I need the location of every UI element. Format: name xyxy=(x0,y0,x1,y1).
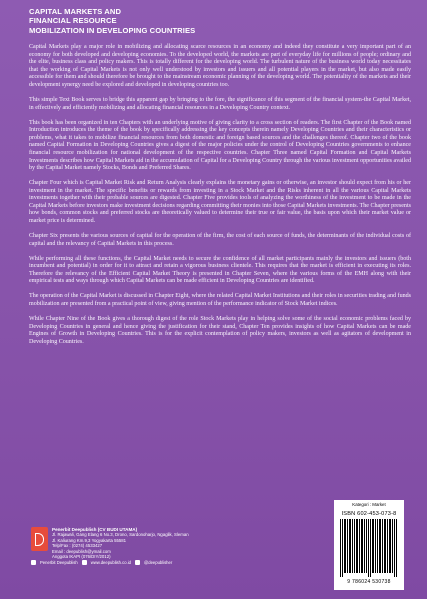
publisher-info xyxy=(52,527,189,559)
facebook-icon xyxy=(31,560,36,565)
publisher-name: Penerbit Deepublish (CV BUDI UTAMA) xyxy=(52,527,138,532)
title-line: MOBILIZATION IN DEVELOPING COUNTRIES xyxy=(29,25,196,35)
barcode-number: 9 786024 530738 xyxy=(347,579,391,585)
barcode-bars-icon xyxy=(340,519,398,577)
synopsis-paragraph: While performing all these functions, the Capital Market needs to secure the confidence of all market participants mainly the investors and issuers (both incumbent and potential) in order for it to attract and retain a vigorous business clientele. This requires that the market is efficient in executing its roles. Therefore the relevancy of the Efficient Capital Market Theory is presented in Chapter Seven, where the various forms of the EMH along with their empirical tests and ways through which Capital Markets can be made efficient in Developing Countries are identified. xyxy=(29,255,411,285)
synopsis-paragraph: This simple Text Book serves to bridge this apparent gap by bringing to the fore, the significance of this segment of the financial system-the Capital Market, in effectively and efficiently mobilizing and allocating financial resources in a Developing Country context. xyxy=(29,96,411,111)
title-line: CAPITAL MARKETS AND xyxy=(29,7,122,16)
category-label: Kategori : Market xyxy=(334,500,404,510)
synopsis-paragraph: This book has been organized in ten Chapters with an underlying motive of giving clarity to a cross section of readers. The first Chapter of the Book named Introduction introduces the theme of the book by specifically addressing the key concepts therein namely Developing Countries and their characteristics or problems, what it takes to mobilize financial resources from both domestic and foreign based sources and the challenges thereof. Chapter two of the book named Capital Formation in Developing Countries gives a digest of the major policies under the control of Developing Countries governments to enhance financial resource mobilization for national development of the respective countries. Chapter Three named Capital Formation and Capital Markets Investments describes how Capital Markets aid in the accumulation of Capital for a Developing Country through the various investment opportunities availed by the Capital Market namely Stocks, Bonds and Preferred Shares. xyxy=(29,119,411,172)
synopsis-paragraph: Chapter Six presents the various sources of capital for the operation of the firm, the cost of each source of funds, the determinants of the individual costs of capital and the relevancy of Capital Markets in this process. xyxy=(29,233,411,247)
twitter-icon xyxy=(135,560,140,565)
facebook-handle: Penerbit Deepublish xyxy=(40,560,78,565)
publisher-membership: Anggota IKAPI (076/DIY/2012) xyxy=(52,554,111,560)
publisher-phone: Telp/Fax : (0274) 4533427 xyxy=(52,543,103,549)
publisher-address: Jl. Rajawali, Gang Elang 6 No.3, Drono, Sardonoharjo, Ngaglik, Sleman xyxy=(52,532,189,538)
isbn-barcode xyxy=(334,509,404,590)
synopsis-paragraph: The operation of the Capital Market is discussed in Chapter Eight, where the related Capital Market Institutions and their roles in securities trading and funds mobilization are presented from a practical point of view, giving mention of the performance indicator of Stock Market indices. xyxy=(29,293,411,307)
publisher-logo-icon xyxy=(31,527,48,551)
synopsis xyxy=(29,44,411,354)
publisher-address: Jl. Kaliurang Km.9,3 Yogyakarta 55581 xyxy=(52,537,127,543)
website-link: www.deepublish.co.id xyxy=(90,560,131,565)
globe-icon xyxy=(82,560,87,565)
twitter-handle: @deepublisher xyxy=(144,560,173,565)
synopsis-paragraph: While Chapter Nine of the Book gives a thorough digest of the role Stock Markets play in helping solve some of the social economic problems faced by Developing Countries in general and hence giving the justification for their stand, Chapter Ten provides insights of how Capital Markets can be made Engines of Growth in Developing Countries. This is for the explicit contemplation of policy makers, investors as well as agitators of development in Developing Countries. xyxy=(29,315,411,345)
title-line: FINANCIAL RESOURCE xyxy=(29,16,117,26)
book-title xyxy=(29,7,409,35)
social-links xyxy=(31,560,172,565)
synopsis-paragraph: Chapter Four which is Capital Market Risk and Return Analysis clearly explains the monetary gains or otherwise, an investor should expect from his or her investment in the market. The specific benefits or rewards from investing in a Stock Market and the Risks inherent in all the various Capital Markets investments together with their probable sources are digested. Chapter Five provides tools of analyzing the worthiness of the investment to be made in the Capital Markets before investors make investment decisions regarding committing their monies into those Capital Markets investments. The Chapter presents how bonds, common stocks and preferred stocks are theoretically valued to determine their true or fair value, the basis upon which their market value or market price is determined. xyxy=(29,180,411,225)
isbn-text: ISBN 602-453-073-8 xyxy=(341,511,397,517)
publisher-email: Email : deepublish@ymail.com xyxy=(52,548,111,554)
synopsis-paragraph: Capital Markets play a major role in mobilizing and allocating scarce resources in an economy and indeed they constitute a very important part of an economy for both developed and developing economies. To the developed world, the markets are part of everyday life for millions of people; ordinary and the elite, business class and policy makers. This is totally different for the developing world. The turbulent nature of the business world today necessitates that the working of Capital Markets is not only well understood by investors and issuers and all potential players in the market, but also made easily accessible for them and should therefore be brought to the mainstream economic planning of the developing world. The potentiality of the markets and their development synergy need be explored and developed in developing countries too. xyxy=(29,44,411,88)
